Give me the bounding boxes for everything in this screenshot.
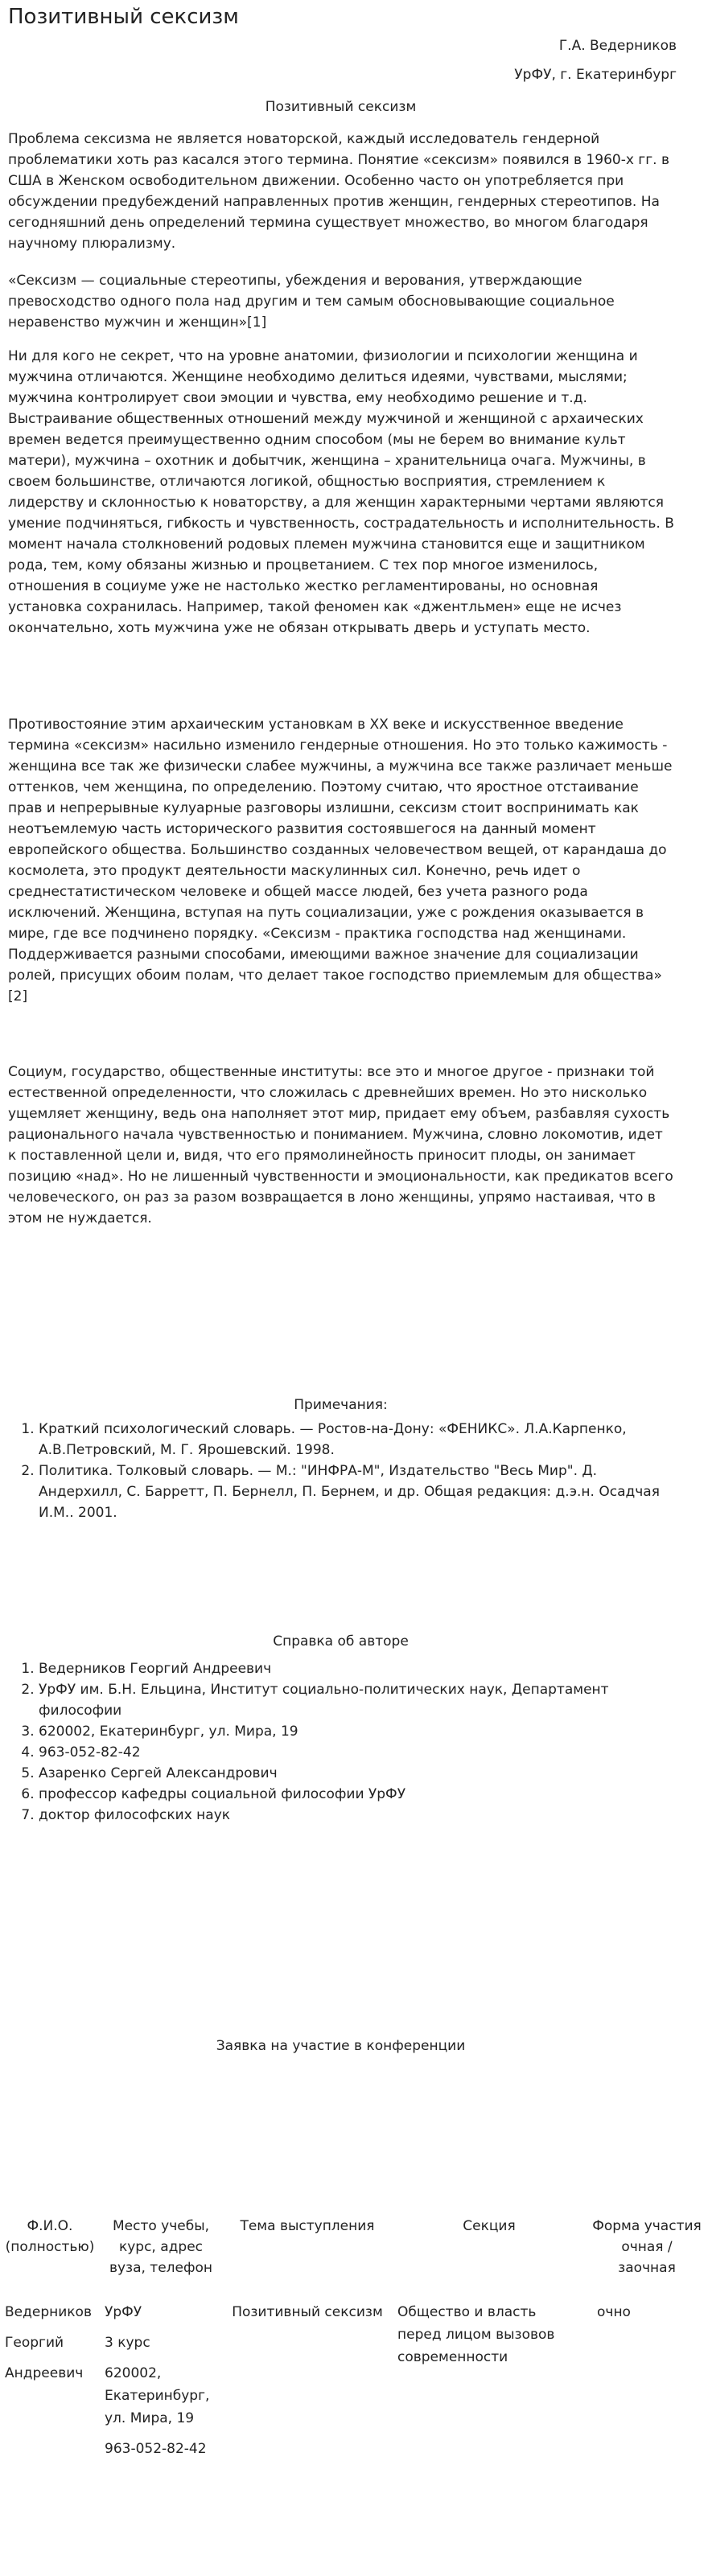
author-info-item: 5. Азаренко Сергей Александрович <box>39 1763 681 1784</box>
author-info-item: 1. Ведерников Георгий Андреевич <box>39 1658 681 1679</box>
body-paragraph: Ни для кого не секрет, что на уровне анатомии, физиологии и психологии женщина и мужчина отличаются. Женщине необходимо делиться идеями, чувствами, мыслями; мужчина контролирует свои эмоции и чувства, ему необходимо решение и т.д. Выстраивание общественных отношений между мужчиной и женщиной с архаических времен ведется преимущественно одним способом (мы не берем во внимание культ матери), мужчина – охотник и добытчик, женщина – хранительница очага. Мужчины, в своем большинстве, отличаются логикой, общностью восприятия, стремлением к лидерству и склонностью к новаторству, а для женщин характерными чертами являются умение подчиняться, гибкость и чувственность, сострадательность и исполнительность. В момент начала столкновений родовых племен мужчина становится еще и защитником рода, тем, кому обязаны жизнью и процветанием. С тех пор многое изменилось, отношения в социуме уже не настолько жестко регламентированы, но основная установка сохранилась. Например, такой феномен как «джентльмен» еще не исчез окончательно, хоть мужчина уже не обязан открывать дверь и уступать место. <box>8 348 674 636</box>
fio-line: Георгий <box>5 2335 64 2351</box>
notes-list <box>0 1419 681 1523</box>
author-info-item: 3. 620002, Екатеринбург, ул. Мира, 19 <box>39 1721 681 1742</box>
document-title: Позитивный сексизм <box>8 5 239 29</box>
application-header-row <box>0 2216 708 2301</box>
header-topic: Тема выступления <box>240 2218 375 2234</box>
place-line: 620002, Екатеринбург, ул. Мира, 19 <box>105 2365 210 2426</box>
header-form: Форма участия очная / заочная <box>592 2218 702 2276</box>
about-author-title: Справка об авторе <box>273 1633 409 1650</box>
header-section: Секция <box>463 2218 516 2234</box>
cell-section: Общество и власть перед лицом вызовов современности <box>397 2304 555 2365</box>
author-info-item: 7. доктор философских наук <box>39 1805 681 1826</box>
fio-line: Ведерников <box>5 2304 92 2320</box>
header-place: Место учебы, курс, адрес вуза, телефон <box>109 2218 213 2276</box>
header-fio: Ф.И.О. (полностью) <box>5 2218 95 2255</box>
application-title: Заявка на участие в конференции <box>216 2038 466 2054</box>
body-paragraph: Проблема сексизма не является новаторской, каждый исследователь гендерной проблематики хоть раз касался этого термина. Понятие «сексизм» появился в 1960-х гг. в США в Женском освободительном движении. Особенно часто он употребляется при обсуждении предубеждений направленных против женщин, гендерных стереотипов. На сегодняшний день определений термина существует множество, во многом благодаря научному плюрализму. <box>8 131 670 252</box>
article-title: Позитивный сексизм <box>265 99 417 115</box>
body-paragraph: Противостояние этим архаическим установкам в XX веке и искусственное введение термина «сексизм» насильно изменило гендерные отношения. Но это только кажимость - женщина все так же физически слабее мужчины, а мужчина все также различает меньше оттенков, чем женщина, по определению. Поэтому считаю, что яростное отстаивание прав и непрерывные кулуарные разговоры излишни, сексизм стоит воспринимать как неотъемлемую часть исторического развития состоявшегося на данный момент европейского общества. Большинство созданных человечеством вещей, от карандаша до космолета, это продукт деятельности маскулинных сил. Конечно, речь идет о среднестатистическом человеке и общей массе людей, без учета разного рода исключений. Женщина, вступая на путь социализации, уже с рождения оказывается в мире, где все подчинено порядку. «Сексизм - практика господства над женщинами. Поддерживается разными способами, имеющими важное значение для социализации ролей, присущих обоим полам, что делает такое господство приемлемым для общества» [2] <box>8 717 673 1005</box>
author-name: Г.А. Ведерников <box>558 38 677 54</box>
fio-line: Андреевич <box>5 2365 84 2381</box>
cell-form: очно <box>597 2304 631 2320</box>
cell-fio <box>0 2301 100 2468</box>
body-paragraph: «Сексизм — социальные стереотипы, убеждения и верования, утверждающие превосходство одного пола над другим и тем самым обосновывающие социальное неравенство мужчин и женщин»[1] <box>8 273 615 331</box>
cell-place <box>100 2301 222 2468</box>
application-table <box>0 2216 708 2468</box>
author-info-item: 6. профессор кафедры социальной философии УрФУ <box>39 1784 681 1805</box>
place-line: 963-052-82-42 <box>105 2441 207 2457</box>
note-item: 1. Краткий психологический словарь. — Ростов-на-Дону: «ФЕНИКС». Л.А.Карпенко, А.В.Петровский, М. Г. Ярошевский. 1998. <box>39 1419 681 1461</box>
author-info-item: 4. 963-052-82-42 <box>39 1742 681 1763</box>
author-info-item: 2. УрФУ им. Б.Н. Ельцина, Институт социально-политических наук, Департамент философии <box>39 1679 681 1721</box>
place-line: УрФУ <box>105 2304 142 2320</box>
notes-title: Примечания: <box>294 1397 388 1413</box>
author-affiliation: УрФУ, г. Екатеринбург <box>514 67 677 83</box>
note-item: 2. Политика. Толковый словарь. — М.: "ИНФРА-М", Издательство "Весь Мир". Д. Андерхилл, С. Барретт, П. Бернелл, П. Бернем, и др. Общая редакция: д.э.н. Осадчая И.М.. 2001. <box>39 1461 681 1523</box>
cell-topic: Позитивный сексизм <box>232 2304 383 2320</box>
application-row <box>0 2301 708 2468</box>
place-line: 3 курс <box>105 2335 150 2351</box>
body-paragraph: Социум, государство, общественные институты: все это и многое другое - признаки той естественной определенности, что сложилась с древнейших времен. Но это нисколько ущемляет женщину, ведь она наполняет этот мир, придает ему объем, разбавляя сухость рационального начала чувственностью и пониманием. Мужчина, словно локомотив, идет к поставленной цели и, видя, что его прямолинейность приносит плоды, он занимает позицию «над». Но не лишенный чувственности и эмоциональности, как предикатов всего человеческого, он раз за разом возвращается в лоно женщины, упрямо настаивая, что в этом не нуждается. <box>8 1064 673 1226</box>
about-author-list <box>0 1658 681 1826</box>
